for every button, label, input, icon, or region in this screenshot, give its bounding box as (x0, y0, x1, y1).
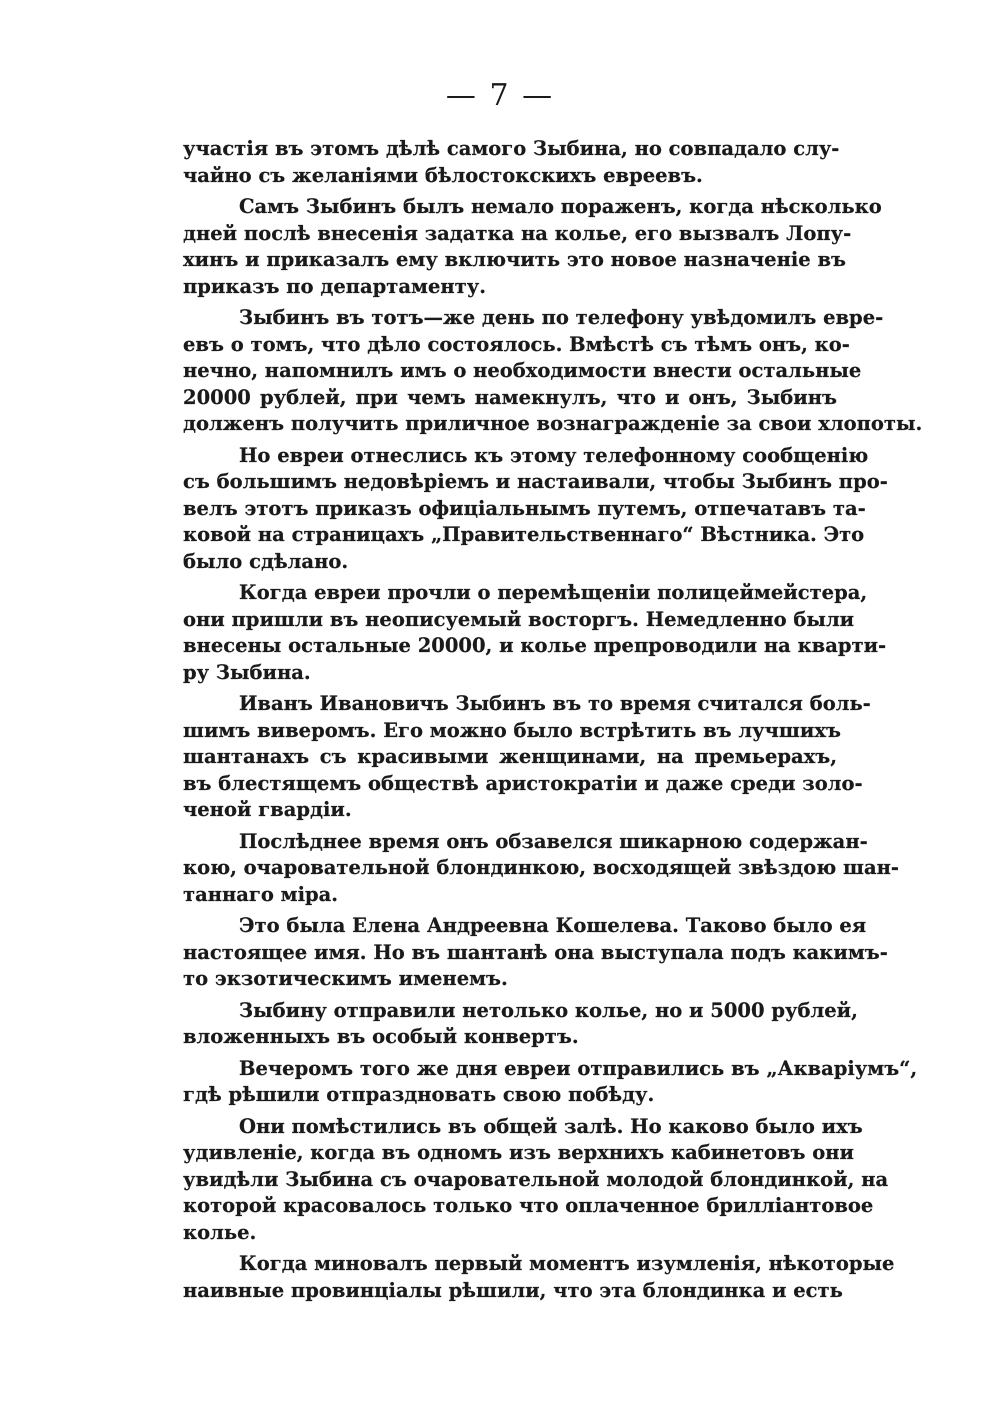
text-line: Послѣднее время онъ обзавелся шикарною содержан- (239, 829, 868, 853)
text-line: ченой гвардіи. (183, 798, 352, 821)
paragraph (183, 829, 899, 909)
text-line: наивные провинціалы рѣшили, что эта блондинка и есть (183, 1278, 843, 1302)
text-line: Но евреи отнеслись къ этому телефонному сообщенію (239, 443, 869, 467)
text-line: Иванъ Ивановичъ Зыбинъ въ то время считался боль- (239, 692, 871, 715)
text-line: удивленіе, когда въ одномъ изъ верхнихъ кабинетовъ они (183, 1141, 855, 1164)
text-line: участія въ этомъ дѣлѣ самого Зыбина, но совпадало слу- (183, 137, 840, 160)
text-line: таннаго міра. (183, 882, 339, 906)
text-line: дней послѣ внесенія задатка на колье, его вызвалъ Лопу- (183, 221, 852, 245)
text-line: шантанахъ съ красивыми женщинами, на премьерахъ, (183, 745, 837, 768)
text-line: съ большимъ недовѣріемъ и настаивали, чтобы Зыбинъ про- (183, 470, 888, 493)
text-line: они пришли въ неописуемый восторгъ. Немедленно были (183, 607, 855, 631)
text-line: приказъ по департаменту. (183, 274, 486, 298)
text-line: Зыбину отправили нетолько колье, но и 5000 рублей, (239, 998, 858, 1022)
paragraph (183, 580, 887, 686)
text-line: Вечеромъ того же дня евреи отправились въ „Акваріумъ“, (239, 1056, 918, 1080)
body-text (183, 136, 923, 1309)
text-line: долженъ получить приличное вознагражденіе за свои хлопоты. (183, 412, 923, 435)
text-line: колье. (183, 1220, 257, 1244)
page-number: — 7 — (445, 78, 555, 113)
text-line: въ блестящемъ обществѣ аристократіи и даже среди золо- (183, 771, 863, 795)
paragraph (183, 691, 871, 824)
text-line: было сдѣлано. (183, 549, 349, 573)
paragraph (183, 136, 840, 189)
paragraph (183, 443, 888, 576)
text-line: нечно, напомнилъ имъ о необходимости внести остальные (183, 359, 862, 382)
text-line: гдѣ рѣшили отпраздновать свою побѣду. (183, 1083, 655, 1106)
text-line: Когда евреи прочли о перемѣщеніи полицеймейстера, (239, 581, 868, 604)
paragraph (183, 1251, 895, 1304)
text-line: которой красовалось только что оплаченное бриллiантовое (183, 1194, 874, 1217)
text-line: 20000 рублей, при чемъ намекнулъ, что и онъ, Зыбинъ (183, 385, 837, 409)
text-line: чайно съ желаніями бѣлостокскихъ евреевъ. (183, 163, 703, 187)
paragraph (183, 998, 858, 1051)
text-line: настоящее имя. Но въ шантанѣ она выступала подъ какимъ- (183, 940, 888, 964)
text-line: Они помѣстились въ общей залѣ. Но каково было ихъ (239, 1114, 863, 1138)
paragraph (183, 305, 923, 438)
text-line: кою, очаровательной блондинкою, восходящей звѣздою шан- (183, 856, 899, 879)
text-line: ру Зыбина. (183, 660, 311, 684)
paragraph (183, 194, 882, 300)
text-line: ковой на страницахъ „Правительственнаго“ Вѣстника. Это (183, 523, 865, 546)
text-line: то экзотическимъ именемъ. (183, 967, 508, 990)
paragraph (183, 1114, 889, 1247)
text-line: внесены остальные 20000, и колье препроводили на кварти- (183, 634, 887, 657)
text-line: хинъ и приказалъ ему включить это новое назначеніе въ (183, 248, 846, 271)
paragraph (183, 913, 888, 993)
text-line: Зыбинъ въ тотъ—же день по телефону увѣдомилъ евре- (239, 306, 884, 329)
text-line: Это была Елена Андреевна Кошелева. Таково было ея (239, 914, 867, 937)
text-line: вложенныхъ въ особый конвертъ. (183, 1025, 579, 1048)
text-line: велъ этотъ приказъ офиціальнымъ путемъ, отпечатавъ та- (183, 496, 866, 520)
text-line: Самъ Зыбинъ былъ немало пораженъ, когда нѣсколько (239, 195, 882, 218)
text-line: увидѣли Зыбина съ очаровательной молодой блондинкой, на (183, 1167, 889, 1191)
text-line: шимъ виверомъ. Его можно было встрѣтить въ лучшихъ (183, 718, 841, 742)
text-line: Когда миновалъ первый моментъ изумленія, нѣкоторые (239, 1252, 895, 1275)
paragraph (183, 1056, 918, 1109)
text-line: евъ о томъ, что дѣло состоялось. Вмѣстѣ съ тѣмъ онъ, ко- (183, 332, 850, 356)
